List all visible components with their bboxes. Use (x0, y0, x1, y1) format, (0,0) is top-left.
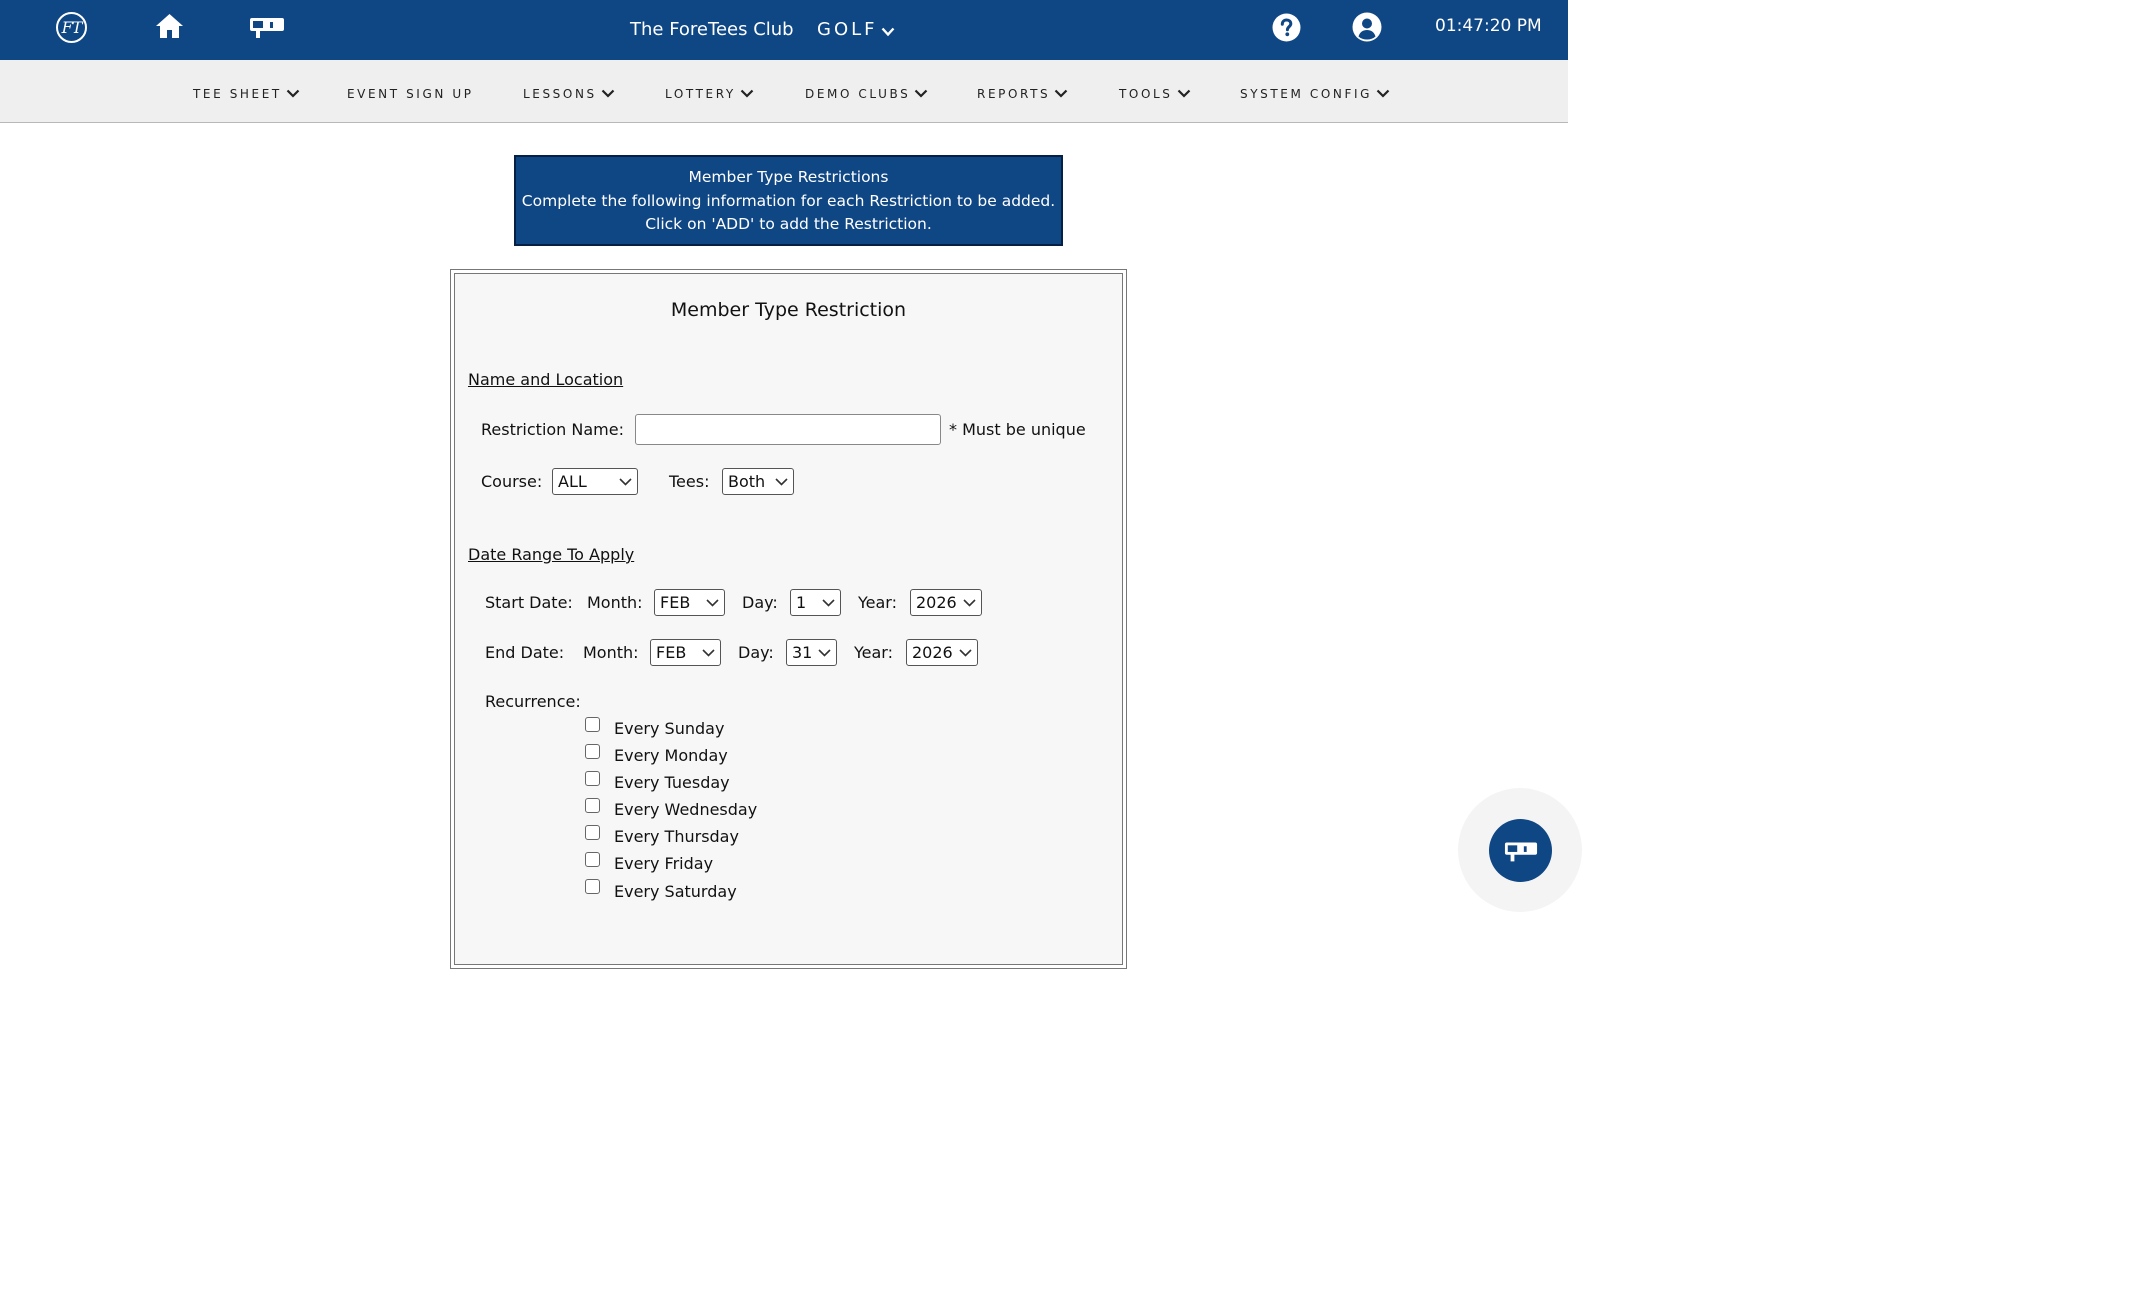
nav-label: LOTTERY (665, 87, 736, 101)
nav-demo-clubs[interactable] (805, 87, 928, 101)
end-month-value: FEB (656, 643, 687, 662)
tees-label: Tees: (669, 472, 710, 491)
nav-lessons[interactable] (523, 87, 615, 101)
end-month-label: Month: (583, 643, 639, 662)
start-month-select[interactable] (654, 589, 725, 616)
start-year-select[interactable] (910, 589, 982, 616)
nav-lottery[interactable] (665, 87, 754, 101)
form-panel (454, 273, 1123, 965)
chevron-down-icon (286, 89, 300, 98)
recurrence-label: Recurrence: (485, 692, 581, 711)
checkbox-every-sunday[interactable] (585, 717, 600, 732)
form-title: Member Type Restriction (670, 299, 907, 321)
chevron-down-icon (1054, 89, 1068, 98)
end-year-label: Year: (854, 643, 893, 662)
restriction-name-label: Restriction Name: (481, 420, 624, 439)
start-day-label: Day: (742, 593, 778, 612)
section-date-range: Date Range To Apply (468, 545, 635, 564)
mailbox-icon[interactable] (249, 16, 285, 42)
nav-reports[interactable] (977, 87, 1068, 101)
chevron-down-icon (963, 599, 976, 607)
recurrence-option-label: Every Saturday (614, 882, 737, 901)
recurrence-option-label: Every Sunday (614, 719, 725, 738)
mailbox-icon (1504, 840, 1538, 862)
nav-event-sign-up[interactable] (347, 87, 474, 101)
start-month-label: Month: (587, 593, 643, 612)
chevron-down-icon (601, 89, 615, 98)
chevron-down-icon (706, 599, 719, 607)
nav-label: TOOLS (1119, 87, 1173, 101)
start-year-label: Year: (858, 593, 897, 612)
nav-tools[interactable] (1119, 87, 1191, 101)
chevron-down-icon (1376, 89, 1390, 98)
user-account-icon[interactable] (1352, 12, 1382, 46)
chevron-down-icon (822, 599, 835, 607)
checkbox-every-thursday[interactable] (585, 825, 600, 840)
checkbox-every-monday[interactable] (585, 744, 600, 759)
chevron-down-icon (740, 89, 754, 98)
chevron-down-icon (914, 89, 928, 98)
recurrence-option-label: Every Monday (614, 746, 728, 765)
start-year-value: 2026 (916, 593, 957, 612)
checkbox-every-tuesday[interactable] (585, 771, 600, 786)
nav-tee-sheet[interactable] (193, 87, 300, 101)
checkbox-every-wednesday[interactable] (585, 798, 600, 813)
chevron-down-icon (619, 478, 632, 486)
chevron-down-icon (775, 478, 788, 486)
recurrence-option-label: Every Tuesday (614, 773, 730, 792)
chevron-down-icon (702, 649, 715, 657)
recurrence-option-label: Every Thursday (614, 827, 739, 846)
course-select[interactable] (552, 468, 638, 495)
end-year-select[interactable] (906, 639, 978, 666)
must-be-unique-note: * Must be unique (949, 420, 1086, 439)
nav-label: TEE SHEET (193, 87, 282, 101)
start-month-value: FEB (660, 593, 691, 612)
banner-line: Click on 'ADD' to add the Restriction. (645, 215, 932, 233)
end-date-label: End Date: (485, 643, 565, 662)
message-fab-button[interactable] (1489, 819, 1552, 882)
checkbox-every-saturday[interactable] (585, 879, 600, 894)
nav-label: DEMO CLUBS (805, 87, 911, 101)
instructions-banner (514, 155, 1063, 246)
section-name-location: Name and Location (468, 370, 624, 389)
chevron-down-icon (1177, 89, 1191, 98)
chevron-down-icon (959, 649, 972, 657)
nav-label: EVENT SIGN UP (347, 87, 474, 101)
end-month-select[interactable] (650, 639, 721, 666)
end-day-value: 31 (792, 643, 813, 662)
tees-value: Both (728, 472, 766, 491)
main-nav (0, 60, 1568, 123)
banner-line: Complete the following information for each Restriction to be added. (521, 191, 1056, 210)
nav-label: REPORTS (977, 87, 1051, 101)
banner-title: Member Type Restrictions (688, 168, 889, 186)
home-icon[interactable] (155, 13, 184, 43)
app-selector[interactable]: GOLF (817, 19, 878, 40)
top-bar (0, 0, 1568, 60)
help-icon[interactable] (1272, 13, 1301, 46)
end-day-select[interactable] (786, 639, 837, 666)
foretees-logo[interactable]: FT (56, 12, 87, 43)
course-label: Course: (481, 472, 543, 491)
course-value: ALL (558, 472, 587, 491)
tees-select[interactable] (722, 468, 794, 495)
recurrence-option-label: Every Friday (614, 854, 714, 873)
start-date-label: Start Date: (485, 593, 573, 612)
start-day-value: 1 (796, 593, 807, 612)
restriction-name-input[interactable] (635, 414, 941, 445)
clock: 01:47:20 PM (1435, 16, 1542, 36)
chevron-down-icon[interactable] (881, 22, 895, 41)
nav-label: SYSTEM CONFIG (1240, 87, 1372, 101)
end-day-label: Day: (738, 643, 774, 662)
end-year-value: 2026 (912, 643, 953, 662)
checkbox-every-friday[interactable] (585, 852, 600, 867)
restriction-form (450, 269, 1127, 969)
chevron-down-icon (818, 649, 831, 657)
nav-system-config[interactable] (1240, 87, 1390, 101)
recurrence-option-label: Every Wednesday (614, 800, 758, 819)
start-day-select[interactable] (790, 589, 841, 616)
club-name[interactable]: The ForeTees Club (630, 19, 794, 40)
nav-label: LESSONS (523, 87, 597, 101)
